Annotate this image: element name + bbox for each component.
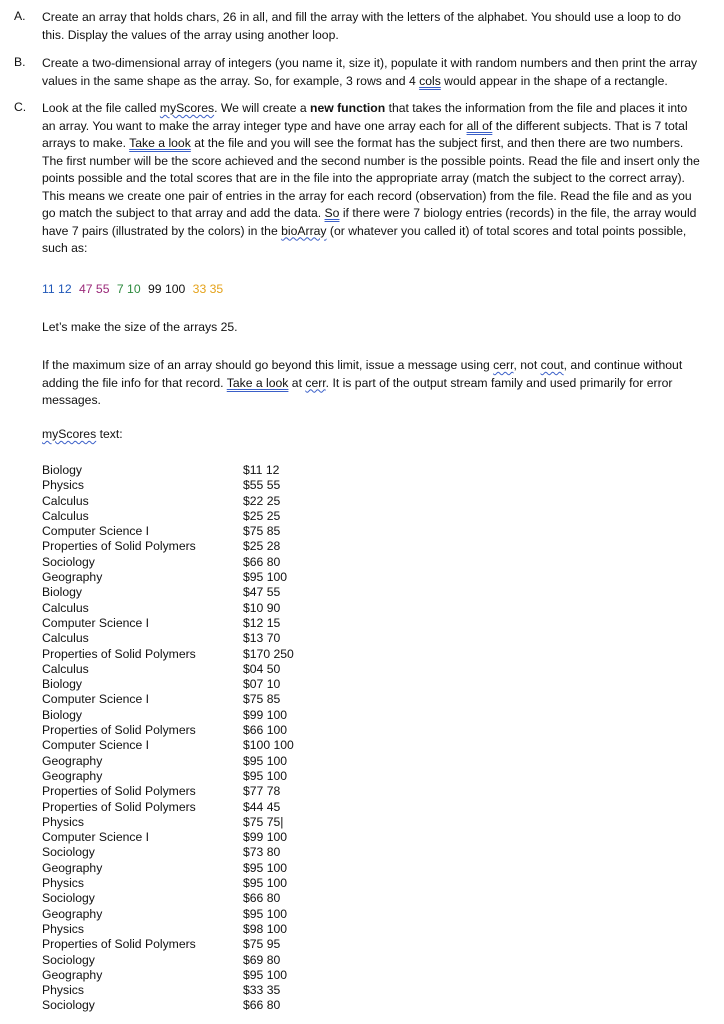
- text-segment: if there were 7 biology entries (records) in the file, the array would have 7 pairs (illustrated by the colors) in the: [42, 206, 697, 238]
- text-segment: (or whatever you called it) of total scores and total points possible, such as:: [42, 223, 687, 255]
- text-segment: at the file and you will see the format has the subject first, and then there are two numbers. The first number will be the score achieved and the second number is the possible points. Read the file and insert only the points possible and the total scores that are in the file into the appropriate array (match the subject to the correct array). This means we create one pair of entries in the array for each record (observation) from the file. Read the file and as you go match the subject to that array and add the data.: [42, 136, 700, 220]
- subject-cell: Geography: [42, 906, 103, 921]
- table-row: [42, 800, 363, 815]
- table-row: [42, 815, 363, 830]
- table-row: [42, 784, 363, 799]
- subject-cell: Biology: [42, 677, 82, 692]
- table-row: [42, 494, 363, 509]
- subject-cell: Calculus: [42, 600, 89, 615]
- table-row: [42, 585, 363, 600]
- subject-cell: Computer Science I: [42, 615, 150, 630]
- flagged-word: myScores: [42, 427, 97, 441]
- file-heading: [42, 426, 704, 444]
- subject-cell: Computer Science I: [42, 830, 150, 845]
- score-cell: $77 78: [243, 784, 281, 799]
- score-cell: $95 100: [243, 768, 288, 783]
- bold-text: new function: [310, 101, 386, 115]
- score-cell: $25 28: [243, 539, 281, 554]
- flagged-word: cout: [540, 358, 564, 372]
- subject-cell: Calculus: [42, 661, 89, 676]
- subject-cell: Sociology: [42, 952, 95, 967]
- flagged-word: cerr: [305, 375, 326, 390]
- table-row: [42, 524, 363, 539]
- table-row: [42, 876, 363, 891]
- score-cell: $75 95: [243, 937, 281, 952]
- score-cell: $04 50: [243, 661, 281, 676]
- subject-cell: Computer Science I: [42, 738, 150, 753]
- text-segment: would appear in the shape of a rectangle.: [440, 73, 668, 88]
- subject-cell: Calculus: [42, 631, 89, 646]
- table-row: [42, 723, 363, 738]
- item-a: [14, 9, 704, 44]
- score-cell: $99 100: [243, 830, 288, 845]
- score-cell: $25 25: [243, 508, 281, 523]
- sample-pair: 7 10: [116, 282, 141, 296]
- table-row: [42, 830, 363, 845]
- subject-cell: Geography: [42, 570, 103, 585]
- item-b: [14, 55, 704, 90]
- subject-cell: Properties of Solid Polymers: [42, 723, 196, 738]
- item-letter: B.: [14, 55, 26, 69]
- item-letter: C.: [14, 100, 27, 114]
- subject-cell: Biology: [42, 585, 82, 600]
- score-cell: $22 25: [243, 493, 281, 508]
- subject-cell: Properties of Solid Polymers: [42, 539, 196, 554]
- score-cell: $95 100: [243, 906, 288, 921]
- subject-cell: Physics: [42, 876, 84, 891]
- subject-cell: Sociology: [42, 891, 95, 906]
- table-row: [42, 662, 363, 677]
- text-segment: . We will create a: [214, 101, 311, 115]
- score-cell: $11 12: [243, 463, 280, 477]
- score-cell: $75 75|: [243, 814, 284, 829]
- flagged-word: all of: [466, 118, 493, 133]
- score-cell: $95 100: [243, 753, 288, 768]
- table-row: [42, 692, 363, 707]
- text-segment: the different subjects. That is 7 total arrays to make.: [42, 118, 688, 150]
- table-row: [42, 647, 363, 662]
- table-row: [42, 631, 363, 646]
- subject-cell: Biology: [42, 707, 82, 722]
- subject-cell: Geography: [42, 860, 103, 875]
- score-cell: $66 80: [243, 891, 281, 906]
- score-cell: $69 80: [243, 952, 281, 967]
- sample-pair: 11 12: [42, 282, 72, 296]
- table-row: [42, 539, 363, 554]
- flagged-word: cols: [419, 73, 441, 88]
- table-row: [42, 677, 363, 692]
- subject-cell: Calculus: [42, 508, 89, 523]
- table-row: [42, 953, 363, 968]
- text-segment: Create a two-dimensional array of integers (you name it, size it), populate it with random numbers and then print the array values in the same shape as the array. So, for example, 3 rows and 4: [42, 56, 698, 88]
- subject-cell: Properties of Solid Polymers: [42, 784, 196, 799]
- score-cell: $12 15: [243, 615, 281, 630]
- flagged-word: Take a look: [129, 136, 191, 150]
- text-segment: If the maximum size of an array should go beyond this limit, issue a message using: [42, 358, 494, 372]
- text-segment: , and continue without adding the file info for that record.: [42, 358, 683, 390]
- item-c: [14, 100, 704, 258]
- table-row: [42, 570, 363, 585]
- text-segment: . It is part of the output stream family and used primarily for error messages.: [42, 375, 673, 407]
- subject-cell: Physics: [42, 983, 84, 998]
- item-text: [42, 100, 704, 258]
- score-cell: $47 55: [243, 585, 281, 600]
- text-segment: Look at the file called: [42, 101, 160, 115]
- subject-cell: Geography: [42, 967, 103, 982]
- score-cell: $75 85: [243, 692, 281, 707]
- max-size-paragraph: [42, 357, 704, 410]
- table-row: [42, 478, 363, 493]
- score-cell: $95 100: [243, 860, 288, 875]
- subject-cell: Properties of Solid Polymers: [42, 799, 196, 814]
- subject-cell: Sociology: [42, 845, 95, 860]
- subject-cell: Physics: [42, 478, 84, 493]
- sample-pairs: [42, 282, 227, 296]
- table-row: [42, 708, 363, 723]
- score-cell: $66 80: [243, 554, 281, 569]
- score-cell: $73 80: [243, 845, 281, 860]
- subject-cell: Computer Science I: [42, 692, 150, 707]
- text-segment: , not: [513, 358, 541, 372]
- table-row: [42, 616, 363, 631]
- subject-cell: Properties of Solid Polymers: [42, 937, 196, 952]
- flagged-word: bioArray: [281, 223, 327, 238]
- item-text: Create an array that holds chars, 26 in all, and fill the array with the letters of the alphabet. You should use a loop to do this. Display the values of the array using another loop.: [42, 10, 681, 42]
- table-row: [42, 891, 363, 906]
- subject-cell: Calculus: [42, 493, 89, 508]
- flagged-word: myScores: [159, 101, 215, 115]
- score-cell: $95 100: [243, 876, 288, 891]
- score-cell: $10 90: [243, 600, 281, 615]
- score-cell: $170 250: [243, 646, 294, 661]
- score-cell: $95 100: [243, 570, 288, 585]
- sample-pair: 47 55: [78, 282, 110, 296]
- table-row: [42, 922, 363, 937]
- score-cell: $13 70: [243, 631, 281, 646]
- score-cell: $75 85: [243, 524, 281, 539]
- score-cell: $55 55: [243, 478, 281, 493]
- score-cell: $07 10: [243, 677, 281, 692]
- scores-table: [42, 463, 363, 1014]
- score-cell: $100 100: [243, 738, 294, 753]
- score-cell: $66 80: [243, 998, 281, 1013]
- flagged-word: So: [324, 206, 340, 220]
- text-segment: text:: [96, 427, 123, 441]
- subject-cell: Geography: [42, 753, 103, 768]
- flagged-word: cerr: [493, 358, 514, 372]
- item-letter: A.: [14, 9, 26, 23]
- table-row: [42, 998, 363, 1013]
- subject-cell: Biology: [42, 463, 82, 477]
- table-row: [42, 601, 363, 616]
- table-row: [42, 463, 363, 478]
- score-cell: $66 100: [243, 723, 288, 738]
- table-row: [42, 845, 363, 860]
- subject-cell: Physics: [42, 814, 84, 829]
- table-row: [42, 555, 363, 570]
- table-row: [42, 968, 363, 983]
- subject-cell: Sociology: [42, 554, 95, 569]
- table-row: [42, 861, 363, 876]
- subject-cell: Geography: [42, 768, 103, 783]
- subject-cell: Sociology: [42, 998, 95, 1013]
- array-size-note: Let’s make the size of the arrays 25.: [42, 320, 238, 334]
- score-cell: $33 35: [243, 983, 281, 998]
- table-row: [42, 907, 363, 922]
- table-row: [42, 738, 363, 753]
- subject-cell: Computer Science I: [42, 524, 150, 539]
- sample-pair: 33 35: [192, 282, 224, 296]
- table-row: [42, 769, 363, 784]
- subject-cell: Properties of Solid Polymers: [42, 646, 196, 661]
- table-row: [42, 509, 363, 524]
- subject-cell: Physics: [42, 921, 84, 936]
- table-row: [42, 754, 363, 769]
- flagged-word: Take a look: [226, 375, 289, 390]
- score-cell: $95 100: [243, 967, 288, 982]
- item-text: [42, 55, 704, 90]
- text-segment: that takes the information from the file and places it into an array. You want to make the array integer type and have one array each for: [42, 101, 688, 133]
- table-row: [42, 983, 363, 998]
- text-segment: at: [288, 375, 306, 390]
- score-cell: $98 100: [243, 921, 288, 936]
- score-cell: $99 100: [243, 707, 288, 722]
- sample-pair: 99 100: [148, 282, 186, 296]
- table-row: [42, 937, 363, 952]
- score-cell: $44 45: [243, 799, 281, 814]
